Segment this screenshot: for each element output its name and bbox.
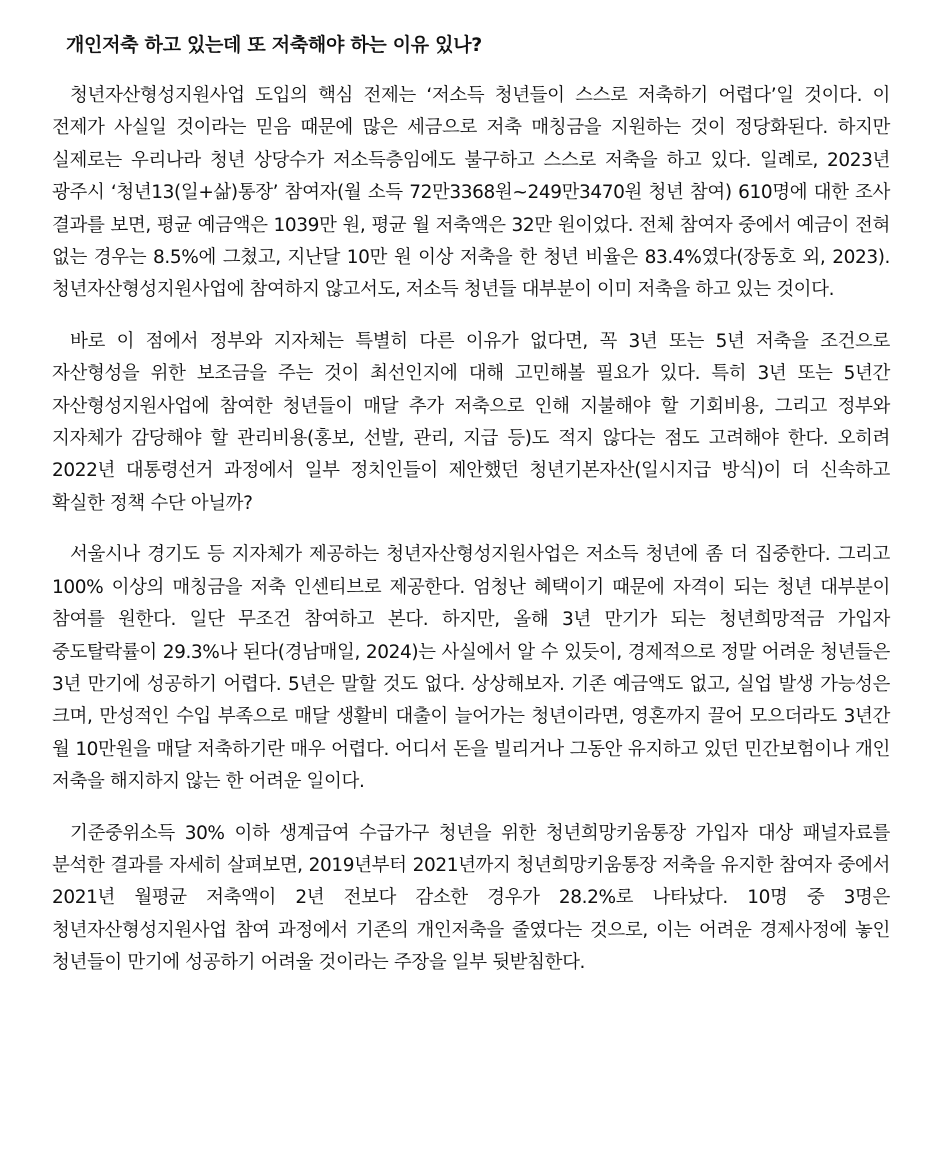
- paragraph-4: 기준중위소득 30% 이하 생계급여 수급가구 청년을 위한 청년희망키움통장 가입자 대상 패널자료를 분석한 결과를 자세히 살펴보면, 2019년부터 2021년까지 청년희망키움통장 저축을 유지한 참여자 중에서 2021년 월평균 저축액이 2년 전보다 감소한 경우가 28.2%로 나타났다. 10명 중 3명은 청년자산형성지원사업 참여 과정에서 기존의 개인저축을 줄였다는 것으로, 이는 어려운 경제사정에 놓인 청년들이 만기에 성공하기 어려울 것이라는 주장을 일부 뒷받침한다.: [52, 822, 890, 974]
- paragraph-2: 바로 이 점에서 정부와 지자체는 특별히 다른 이유가 없다면, 꼭 3년 또는 5년 저축을 조건으로 자산형성을 위한 보조금을 주는 것이 최선인지에 대해 고민해볼 필요가 있다. 특히 3년 또는 5년간 자산형성지원사업에 참여한 청년들이 매달 추가 저축으로 인해 지불해야 할 기회비용, 그리고 정부와 지자체가 감당해야 할 관리비용(홍보, 선발, 관리, 지급 등)도 적지 않다는 점도 고려해야 한다. 오히려 2022년 대통령선거 과정에서 일부 정치인들이 제안했던 청년기본자산(일시지급 방식)이 더 신속하고 확실한 정책 수단 아닐까?: [52, 330, 890, 514]
- paragraph-1: 청년자산형성지원사업 도입의 핵심 전제는 ‘저소득 청년들이 스스로 저축하기 어렵다’일 것이다. 이 전제가 사실일 것이라는 믿음 때문에 많은 세금으로 저축 매칭금을 지원하는 것이 정당화된다. 하지만 실제로는 우리나라 청년 상당수가 저소득층임에도 불구하고 스스로 저축을 하고 있다. 일례로, 2023년 광주시 ‘청년13(일+삶)통장’ 참여자(월 소득 72만3368원~249만3470원 청년 참여) 610명에 대한 조사 결과를 보면, 평균 예금액은 1039만 원, 평균 월 저축액은 32만 원이었다. 전체 참여자 중에서 예금이 전혀 없는 경우는 8.5%에 그쳤고, 지난달 10만 원 이상 저축을 한 청년 비율은 83.4%였다(장동호 외, 2023). 청년자산형성지원사업에 참여하지 않고서도, 저소득 청년들 대부분이 이미 저축을 하고 있는 것이다.: [52, 85, 890, 301]
- paragraph-3: 서울시나 경기도 등 지자체가 제공하는 청년자산형성지원사업은 저소득 청년에 좀 더 집중한다. 그리고 100% 이상의 매칭금을 저축 인센티브로 제공한다. 엄청난 혜택이기 때문에 자격이 되는 청년 대부분이 참여를 원한다. 일단 무조건 참여하고 본다. 하지만, 올해 3년 만기가 되는 청년희망적금 가입자 중도탈락률이 29.3%나 된다(경남매일, 2024)는 사실에서 알 수 있듯이, 경제적으로 정말 어려운 청년들은 3년 만기에 성공하기 어렵다. 5년은 말할 것도 없다. 상상해보자. 기존 예금액도 없고, 실업 발생 가능성은 크며, 만성적인 수입 부족으로 매달 생활비 대출이 늘어가는 청년이라면, 영혼까지 끌어 모으더라도 3년간 월 10만원을 매달 저축하기란 매우 어렵다. 어디서 돈을 빌리거나 그동안 유지하고 있던 민간보험이나 개인 저축을 해지하지 않는 한 어려운 일이다.: [52, 544, 890, 793]
- article-heading: 개인저축 하고 있는데 또 저축해야 하는 이유 있나?: [66, 34, 483, 56]
- article: [52, 30, 890, 999]
